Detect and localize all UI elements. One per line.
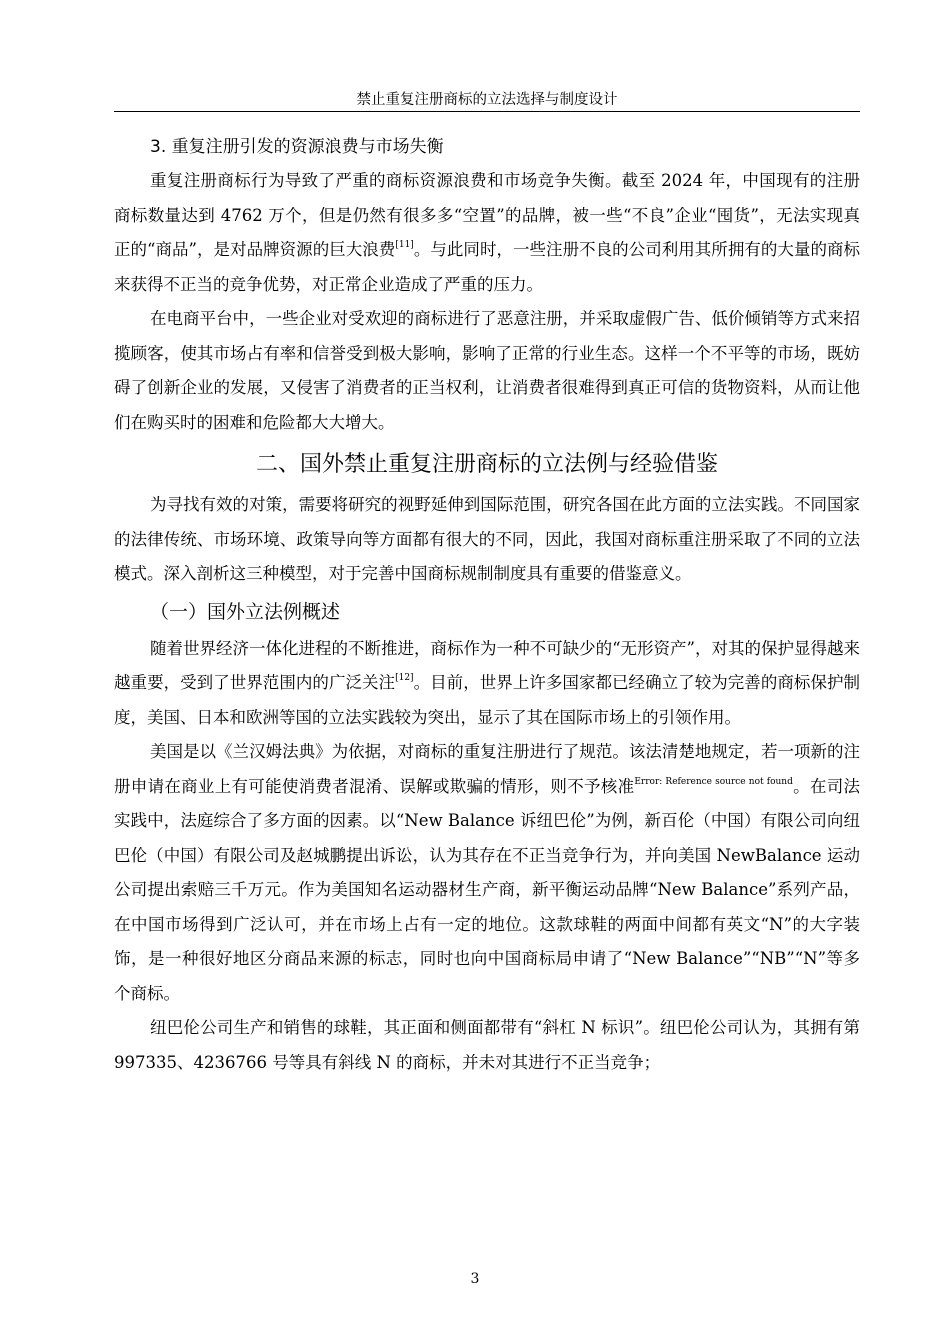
page-number: 3 (470, 1271, 480, 1287)
subsection-heading: （一）国外立法例概述 (150, 600, 341, 623)
running-header: 禁止重复注册商标的立法选择与制度设计 (356, 92, 618, 108)
paragraph (114, 632, 860, 736)
paragraph-text: 随着世界经济一体化进程的不断推进，商标作为一种不可缺少的“无形资产”，对其的保护显得越来越重要，受到了世界范围内的广泛关注 (114, 638, 860, 692)
paragraph-text: 重复注册商标行为导致了严重的商标资源浪费和市场竞争失衡。截至 2024 年，中国现有的注册商标数量达到 4762 万个，但是仍然有很多多“空置”的品牌，被一些“不良”企业“囤货”，无法实现真正的“商品”，是对品牌资源的巨大浪费 (114, 171, 860, 259)
reference-error: Error: Reference source not found (634, 776, 793, 787)
paragraph: 纽巴伦公司生产和销售的球鞋，其正面和侧面都带有“斜杠 N 标识”。纽巴伦公司认为，其拥有第 997335、4236766 号等具有斜线 N 的商标，并未对其进行不正当竞争； (114, 1018, 860, 1072)
chapter-heading: 二、国外禁止重复注册商标的立法例与经验借鉴 (255, 452, 718, 477)
page-body (114, 130, 860, 1080)
paragraph: 在电商平台中，一些企业对受欢迎的商标进行了恶意注册，并采取虚假广告、低价倾销等方式来招揽顾客，使其市场占有率和信誉受到极大影响，影响了正常的行业生态。这样一个不平等的市场，既妨碍了创新企业的发展，又侵害了消费者的正当权利，让消费者很难得到真正可信的货物资料，从而让他们在购买时的困难和危险都大大增大。 (114, 309, 860, 432)
header-rule (114, 111, 860, 112)
citation-ref: [12] (395, 673, 414, 683)
section-heading-3: 3. 重复注册引发的资源浪费与市场失衡 (150, 137, 444, 157)
paragraph: 为寻找有效的对策，需要将研究的视野延伸到国际范围，研究各国在此方面的立法实践。不同国家的法律传统、市场环境、政策导向等方面都有很大的不同，因此，我国对商标重注册采取了不同的立法模式。深入剖析这三种模型，对于完善中国商标规制制度具有重要的借鉴意义。 (114, 495, 860, 583)
citation-ref: [11] (395, 240, 414, 250)
paragraph (114, 735, 860, 1011)
paragraph-text: 。在司法实践中，法庭综合了多方面的因素。以“New Balance 诉纽巴伦”为例，新百伦（中国）有限公司向纽巴伦（中国）有限公司及赵城鹏提出诉讼，认为其存在不正当竞争行为，并向美国 NewBalance 运动公司提出索赔三千万元。作为美国知名运动器材生产商，新平衡运动品牌“New Balance”系列产品，在中国市场得到广泛认可，并在市场上占有一定的地位。这款球鞋的两面中间都有英文“N”的大字装饰，是一种很好地区分商品来源的标志，同时也向中国商标局申请了“New Balance”“NB”“N”等多个商标。 (114, 776, 861, 1003)
paragraph-text: 。目前，世界上许多国家都已经确立了较为完善的商标保护制度，美国、日本和欧洲等国的立法实践较为突出，显示了其在国际市场上的引领作用。 (114, 673, 861, 727)
paragraph-text: 。与此同时，一些注册不良的公司利用其所拥有的大量的商标来获得不正当的竞争优势，对正常企业造成了严重的压力。 (114, 240, 860, 294)
paragraph-text: 美国是以《兰汉姆法典》为依据，对商标的重复注册进行了规范。该法清楚地规定，若一项新的注册申请在商业上有可能使消费者混淆、误解或欺骗的情形，则不予核准 (114, 742, 860, 796)
paragraph (114, 164, 860, 302)
